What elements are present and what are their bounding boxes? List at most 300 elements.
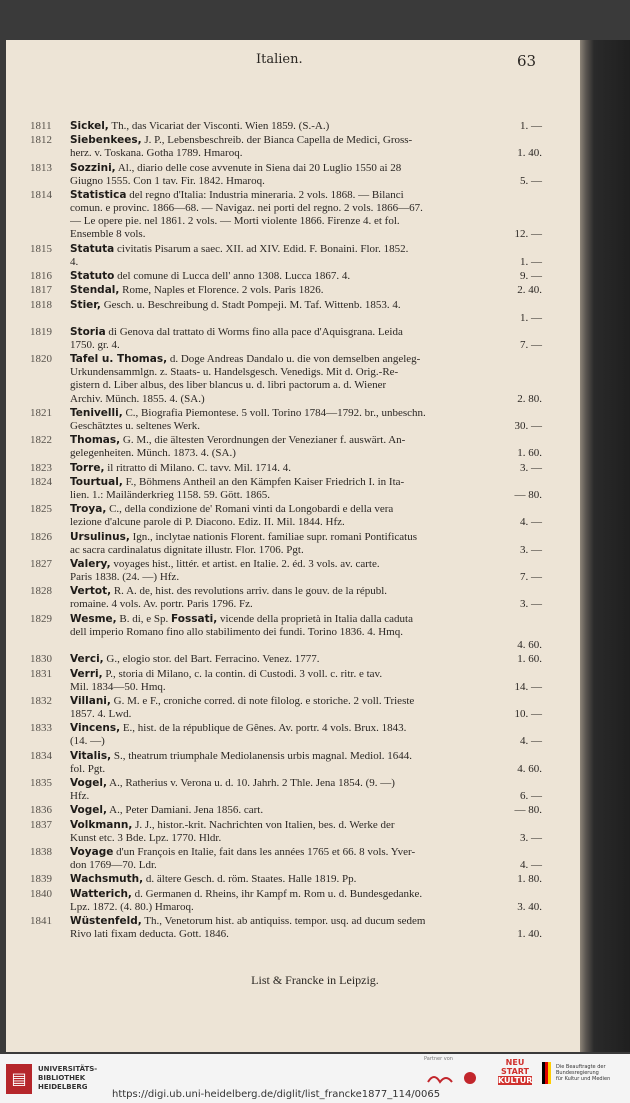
author-name: Wüstenfeld, (70, 915, 142, 928)
entry-price: — 80. (514, 804, 542, 817)
catalog-entry (30, 695, 542, 721)
entry-text (70, 626, 403, 639)
description-text: Rivo lati fixam deducta. Gott. 1846. (70, 928, 229, 941)
author-name: Torre, (70, 461, 105, 474)
entry-price: 12. — (514, 228, 542, 241)
entry-text (70, 503, 393, 516)
catalog-entries (30, 120, 542, 942)
author-name: Storia (70, 325, 106, 338)
entry-text (70, 832, 221, 845)
catalog-entry (30, 434, 542, 460)
library-logo-icon[interactable]: ▤ (6, 1064, 32, 1094)
entry-text (70, 202, 423, 215)
entry-line (70, 571, 542, 584)
entry-line (70, 256, 542, 269)
entry-number: 1821 (30, 406, 52, 419)
coauthor-name: Fossati, (171, 612, 218, 625)
description-text: civitatis Pisarum a saec. XII. ad XIV. Edid. F. Bonaini. Flor. 1852. (114, 242, 409, 255)
description-text: comun. e provinc. 1866—68. — Navigaz. nei porti del regno. 2 vols. 1866—67. (70, 202, 423, 215)
author-name: Ursulinus, (70, 530, 130, 543)
author-name: Stier, (70, 298, 101, 311)
description-text: P., storia di Milano, c. la contin. di Custodi. 3 voll. c. ritr. e tav. (102, 667, 383, 680)
entry-line (70, 668, 542, 681)
entry-line (70, 189, 542, 202)
entry-line (70, 750, 542, 763)
author-name: Villani, (70, 694, 111, 707)
description-text: d. Germanen d. Rheins, ihr Kampf m. Rom u. d. Bundesgedanke. (131, 887, 423, 900)
author-name: Vogel, (70, 777, 107, 789)
entry-price: 1. 60. (517, 447, 542, 460)
author-name: Sickel, (70, 120, 109, 132)
author-name: Wachsmuth, (70, 873, 144, 886)
entry-text (70, 447, 236, 460)
entry-text (70, 407, 426, 420)
author-name: Vincens, (70, 722, 121, 735)
catalog-entry (30, 888, 542, 914)
description-text: Giugno 1555. Con 1 tav. Fir. 1842. Hmaroq. (70, 174, 265, 187)
entry-text (70, 243, 408, 256)
entry-number: 1831 (30, 667, 52, 680)
entry-text (70, 915, 425, 928)
entry-text (70, 722, 406, 735)
catalog-entry (30, 804, 542, 817)
entry-line (70, 695, 542, 708)
catalog-entry (30, 120, 542, 133)
description-text: Th., Venetorum hist. ab antiquiss. tempor. usq. ad ducum sedem (141, 915, 426, 928)
entry-text (70, 777, 395, 790)
entry-number: 1827 (30, 558, 52, 570)
entry-body (70, 120, 542, 133)
entry-text (70, 531, 417, 544)
entry-text (70, 284, 323, 297)
description-text: lezione d'alcune parole di P. Diacono. Ediz. II. Mil. 1844. Hfz. (70, 516, 345, 529)
entry-body (70, 558, 542, 584)
catalog-entry (30, 722, 542, 748)
entry-body (70, 873, 542, 886)
entry-text (70, 147, 242, 160)
catalog-entry (30, 531, 542, 557)
description-text: gelegenheiten. Münch. 1873. 4. (SA.) (70, 447, 236, 460)
entry-price: 7. — (520, 339, 542, 351)
entry-body (70, 531, 542, 557)
author-name: Tourtual, (70, 475, 123, 488)
page-title: Italien. (256, 52, 303, 67)
entry-number: 1838 (30, 846, 52, 859)
page-edge-shadow (580, 40, 630, 1052)
viewer-bottom-bar: ▤ UNIVERSITÄTS- BIBLIOTHEK HEIDELBERG Partner von NEU START KULTUR Die Beauftragte der Bundesregierung für Kultur und Medien https://digi.ub.uni-heidelberg.de/diglit/list_francke1877_114/0065 (0, 1054, 630, 1103)
entry-line (70, 476, 542, 489)
description-text: di Genova dal trattato di Worms fino alla pace d'Aquisgrana. Leida (105, 325, 403, 338)
entry-line (70, 147, 542, 160)
entry-number: 1822 (30, 434, 52, 447)
federal-eagle-icon (542, 1062, 552, 1084)
entry-body (70, 804, 542, 817)
author-name: Wesme, (70, 612, 117, 625)
entry-text (70, 326, 403, 339)
entry-body (70, 653, 542, 666)
entry-text (70, 695, 414, 708)
entry-body (70, 888, 542, 914)
entry-body (70, 750, 542, 776)
entry-text (70, 681, 166, 694)
entry-body (70, 134, 542, 160)
entry-price: 1. 80. (517, 873, 542, 886)
catalog-entry (30, 585, 542, 611)
entry-line (70, 639, 542, 652)
entry-body (70, 668, 542, 694)
entry-number: 1837 (30, 818, 52, 831)
entry-price: 1. — (520, 120, 542, 132)
description-text: ac sacra cardinalatus dignitate illustr. Flor. 1706. Pgt. (70, 543, 304, 556)
entry-line (70, 708, 542, 721)
entry-line (70, 326, 542, 339)
description-text: voyages hist., littér. et artist. en Italie. 2. éd. 3 vols. av. carte. (110, 558, 380, 570)
author-name: Voyage (70, 846, 114, 859)
entry-line (70, 215, 542, 228)
catalog-entry (30, 270, 542, 283)
author-name: Statistica (70, 189, 127, 202)
entry-line (70, 175, 542, 188)
entry-text (70, 462, 291, 475)
entry-body (70, 695, 542, 721)
catalog-entry (30, 462, 542, 475)
entry-line (70, 626, 542, 639)
entry-text (70, 613, 413, 626)
description-text: 1857. 4. Lwd. (70, 707, 132, 720)
entry-line (70, 228, 542, 241)
entry-text (70, 270, 350, 283)
catalog-entry (30, 653, 542, 666)
entry-number: 1839 (30, 873, 52, 886)
page-number: 63 (517, 52, 537, 70)
entry-line (70, 366, 542, 379)
entry-line (70, 379, 542, 392)
entry-text (70, 901, 194, 914)
entry-text (70, 299, 401, 312)
description-text: fol. Pgt. (70, 762, 106, 775)
entry-line (70, 353, 542, 366)
entry-number: 1828 (30, 585, 52, 598)
partner-label: Partner von (424, 1056, 453, 1062)
author-name: Siebenkees, (70, 134, 142, 147)
entry-line (70, 832, 542, 845)
entry-text (70, 366, 398, 379)
entry-number: 1820 (30, 353, 52, 366)
description-text: Lpz. 1872. (4. 80.) Hmaroq. (70, 900, 194, 913)
catalog-entry (30, 668, 542, 694)
description-text: 1750. gr. 4. (70, 339, 120, 351)
entry-number: 1835 (30, 777, 52, 789)
description-text: J. J., histor.-krit. Nachrichten von Italien, bes. d. Werke der (132, 818, 395, 831)
entry-body (70, 722, 542, 748)
entry-price: 1. 60. (517, 653, 542, 666)
description-text: del comune di Lucca dell' anno 1308. Lucca 1867. 4. (114, 269, 351, 282)
author-name: Statuto (70, 269, 115, 282)
entry-price: 3. — (520, 461, 542, 474)
page-url[interactable]: https://digi.ub.uni-heidelberg.de/diglit/list_francke1877_114/0065 (112, 1089, 441, 1100)
entry-number: 1841 (30, 915, 52, 928)
entry-number: 1823 (30, 461, 52, 474)
entry-text (70, 420, 200, 433)
description-text: G. M. e F., croniche corred. di note filolog. e storiche. 2 voll. Trieste (110, 694, 415, 707)
description-text: Gesch. u. Beschreibung d. Stadt Pompeji. M. Taf. Wittenb. 1853. 4. (100, 298, 401, 311)
entry-line (70, 598, 542, 611)
entry-text (70, 339, 120, 352)
entry-price: 6. — (520, 790, 542, 803)
catalog-entry (30, 613, 542, 652)
entry-body (70, 299, 542, 325)
entry-body (70, 434, 542, 460)
entry-price: 4. — (520, 859, 542, 872)
author-name: Watterich, (70, 887, 132, 900)
author-name: Sozzini, (70, 161, 116, 174)
author-name: Vertot, (70, 585, 112, 598)
entry-text (70, 162, 401, 175)
description-text: Paris 1838. (24. —) Hfz. (70, 571, 180, 584)
entry-line (70, 777, 542, 790)
entry-number: 1824 (30, 475, 52, 488)
entry-line (70, 873, 542, 886)
catalog-entry (30, 189, 542, 241)
description-text: del regno d'Italia: Industria mineraria. 2 vols. 1868. — Bilanci (126, 189, 404, 202)
entry-number: 1814 (30, 189, 52, 202)
entry-price: 30. — (514, 419, 542, 432)
entry-line (70, 284, 542, 297)
description-text: A., Ratherius v. Verona u. d. 10. Jahrh. 2 Thle. Jena 1854. (9. —) (107, 777, 395, 789)
entry-number: 1826 (30, 530, 52, 543)
entry-line (70, 613, 542, 626)
entry-line (70, 134, 542, 147)
entry-line (70, 681, 542, 694)
description-text: Ign., inclytae nationis Florent. familiae supr. romani Pontificatus (129, 530, 417, 543)
author-name: Volkmann, (70, 818, 133, 831)
entry-text (70, 544, 304, 557)
entry-line (70, 531, 542, 544)
description-text: d. ältere Gesch. d. röm. Staates. Halle 1819. Pp. (143, 873, 357, 886)
catalog-entry (30, 750, 542, 776)
entry-text (70, 888, 422, 901)
entry-text (70, 393, 205, 406)
entry-line (70, 558, 542, 571)
entry-price: 10. — (514, 707, 542, 720)
entry-body (70, 284, 542, 297)
entry-text (70, 120, 329, 133)
neustart-kultur-logo[interactable]: NEU START KULTUR (498, 1058, 533, 1085)
entry-number: 1832 (30, 694, 52, 707)
entry-line (70, 447, 542, 460)
entry-body (70, 585, 542, 611)
entry-line (70, 393, 542, 406)
catalog-entry (30, 503, 542, 529)
entry-text (70, 434, 405, 447)
entry-text (70, 175, 265, 188)
entry-text (70, 585, 387, 598)
catalog-entry (30, 407, 542, 433)
entry-number: 1811 (30, 120, 52, 132)
entry-number: 1833 (30, 722, 52, 735)
entry-text (70, 189, 404, 202)
entry-number: 1818 (30, 298, 52, 311)
entry-price: 5. — (520, 174, 542, 187)
entry-line (70, 162, 542, 175)
entry-price: 1. 40. (517, 928, 542, 941)
entry-body (70, 503, 542, 529)
entry-line (70, 763, 542, 776)
description-text: d'un François en Italie, fait dans les années 1765 et 66. 8 vols. Yver- (113, 846, 416, 859)
entry-line (70, 819, 542, 832)
entry-price: 4. — (520, 735, 542, 748)
partner-logos-icon (424, 1066, 484, 1090)
entry-line (70, 516, 542, 529)
author-name: Thomas, (70, 434, 121, 447)
entry-text (70, 804, 263, 817)
entry-number: 1830 (30, 653, 52, 666)
entry-line (70, 202, 542, 215)
description-text: gistern d. Liber albus, des liber blancus u. d. libri pactorum a. d. Wiener (70, 379, 387, 392)
description-text: R. A. de, hist. des revolutions arriv. dans le gouv. de la républ. (111, 585, 388, 598)
author-name: Stendal, (70, 284, 120, 297)
entry-line (70, 462, 542, 475)
entry-price: 9. — (520, 269, 542, 282)
catalog-entry (30, 326, 542, 352)
entry-number: 1834 (30, 749, 52, 762)
entry-text (70, 489, 270, 502)
entry-line (70, 928, 542, 941)
description-text: romaine. 4 vols. Av. portr. Paris 1796. Fz. (70, 598, 253, 611)
entry-line (70, 503, 542, 516)
description-text: il ritratto di Milano. C. tavv. Mil. 1714. 4. (104, 461, 292, 474)
entry-text (70, 859, 157, 872)
entry-number: 1813 (30, 161, 52, 174)
author-name: Vitalis, (70, 749, 112, 762)
entry-line (70, 915, 542, 928)
author-name: Tenivelli, (70, 406, 123, 419)
entry-number: 1816 (30, 269, 52, 282)
entry-text (70, 228, 145, 241)
description-text: Th., das Vicariat der Visconti. Wien 1859. (S.-A.) (108, 120, 330, 132)
description-text: F., Böhmens Antheil an den Kämpfen Kaiser Friedrich I. in Ita- (122, 475, 405, 488)
entry-line (70, 420, 542, 433)
entry-text (70, 708, 131, 721)
entry-price: 14. — (514, 680, 542, 693)
entry-number: 1819 (30, 325, 52, 338)
entry-text (70, 256, 78, 269)
entry-body (70, 189, 542, 241)
description-text: Archiv. Münch. 1855. 4. (SA.) (70, 392, 205, 405)
entry-price: 4. 60. (517, 762, 542, 775)
entry-text (70, 750, 412, 763)
entry-text (70, 735, 105, 748)
entry-body (70, 353, 542, 405)
entry-price: — 80. (514, 488, 542, 501)
entry-line (70, 901, 542, 914)
catalog-entry (30, 873, 542, 886)
description-text: Urkundensammlgn. z. Staats- u. Handelsgesch. Venedigs. Mit d. Orig.-Re- (70, 366, 399, 379)
catalog-entry (30, 819, 542, 845)
catalog-entry (30, 476, 542, 502)
description-text: lien. 1.: Mailänderkrieg 1158. 59. Gött. 1865. (70, 488, 271, 501)
entry-number: 1825 (30, 503, 52, 516)
description-text: — Le opere pie. nel 1861. 2 vols. — Morti violente 1866. Firenze 4. et fol. (70, 215, 400, 228)
catalog-entry (30, 777, 542, 803)
entry-line (70, 790, 542, 803)
entry-text (70, 598, 253, 611)
entry-price: 1. 40. (517, 147, 542, 160)
entry-text (70, 873, 356, 886)
author-name: Statuta (70, 242, 115, 255)
entry-price: 2. 80. (517, 392, 542, 405)
entry-line (70, 846, 542, 859)
library-logo-text[interactable]: UNIVERSITÄTS- BIBLIOTHEK HEIDELBERG (38, 1065, 98, 1091)
entry-price: 7. — (520, 571, 542, 584)
catalog-entry (30, 558, 542, 584)
entry-line (70, 270, 542, 283)
entry-body (70, 819, 542, 845)
catalog-entry (30, 243, 542, 269)
description-text: Rome, Naples et Florence. 2 vols. Paris 1826. (119, 284, 324, 297)
entry-body (70, 846, 542, 872)
entry-body (70, 476, 542, 502)
author-name: Vogel, (70, 804, 107, 817)
entry-text (70, 134, 412, 147)
entry-body (70, 326, 542, 352)
author-name: Valery, (70, 558, 111, 570)
author-name: Verci, (70, 653, 104, 666)
entry-line (70, 585, 542, 598)
entry-text (70, 653, 319, 666)
entry-price: 2. 40. (517, 284, 542, 297)
catalog-entry (30, 284, 542, 297)
description-text: G. M., die ältesten Verordnungen der Venezianer f. auswärt. An- (120, 434, 406, 447)
entry-body (70, 462, 542, 475)
publisher-footer: List & Francke in Leipzig. (251, 973, 379, 987)
description-text: G., elogio stor. del Bart. Ferracino. Venez. 1777. (103, 653, 320, 666)
entry-line (70, 434, 542, 447)
description-text: C., della condizione de' Romani vinti da Longobardi e della vera (106, 503, 394, 516)
entry-price: 1. — (520, 255, 542, 268)
author-name: Troya, (70, 503, 107, 516)
description-text: herz. v. Toskana. Gotha 1789. Hmaroq. (70, 147, 243, 160)
entry-body (70, 777, 542, 803)
entry-price: 1. — (520, 311, 542, 324)
entry-line (70, 888, 542, 901)
entry-text (70, 763, 105, 776)
entry-number: 1815 (30, 242, 52, 255)
catalog-entry (30, 353, 542, 405)
entry-text (70, 846, 415, 859)
description-text: Mil. 1834—50. Hmq. (70, 680, 166, 693)
entry-text (70, 516, 345, 529)
author-name: Verri, (70, 667, 103, 680)
description-text: E., hist. de la république de Gênes. Av. portr. 4 vols. Brux. 1843. (120, 722, 407, 735)
entry-price: 4. 60. (517, 638, 542, 651)
description-text: dell imperio Romano fino allo stabilimento dei fundi. Torino 1836. 4. Hmq. (70, 625, 403, 638)
entry-line (70, 653, 542, 666)
description-text: Ensemble 8 vols. (70, 228, 146, 241)
entry-price: 3. 40. (517, 900, 542, 913)
description-text: Al., diario delle cose avvenute in Siena dai 20 Luglio 1550 ai 28 (115, 161, 402, 174)
entry-price: 4. — (520, 516, 542, 529)
entry-line (70, 735, 542, 748)
description-text: Geschätztes u. seltenes Werk. (70, 419, 200, 432)
entry-price: 3. — (520, 598, 542, 611)
entry-line (70, 544, 542, 557)
catalog-entry (30, 846, 542, 872)
catalog-entry (30, 134, 542, 160)
entry-body (70, 243, 542, 269)
entry-line (70, 299, 542, 312)
entry-body (70, 270, 542, 283)
